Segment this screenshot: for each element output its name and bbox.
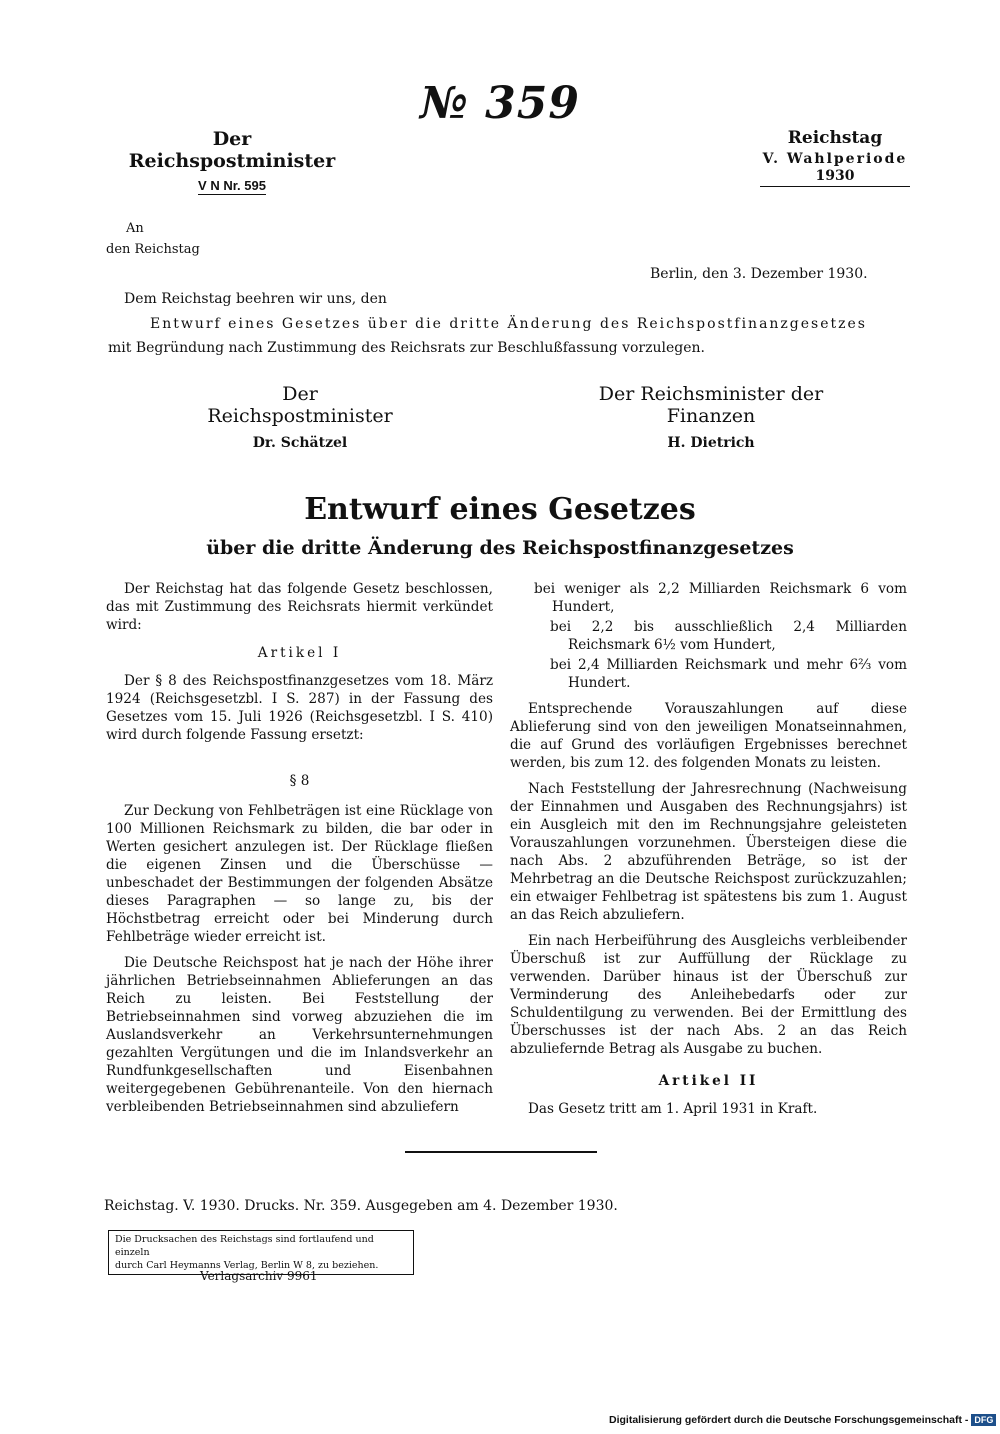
- signature-role: Der Reichspostminister: [207, 383, 393, 427]
- artikel-1-text: Der § 8 des Reichspostfinanzgesetzes vom 18. März 1924 (Reichsgesetzbl. I S. 287) in der Fassung des Gesetzes vom 15. Juli 1926 (Reichsgesetzbl. I S. 410) wird durch folgende Fassung ersetzt:: [106, 673, 493, 743]
- reichstag-underline: [760, 186, 910, 187]
- dfg-logo: DFG: [971, 1414, 996, 1426]
- list-item: bei 2,4 Milliarden Reichsmark und mehr 6⅔ vom Hundert.: [550, 657, 907, 691]
- list-item: bei weniger als 2,2 Milliarden Reichsmark 6 vom Hundert,: [534, 581, 907, 615]
- signature-role: Der Reichsminister der Finanzen: [598, 383, 824, 427]
- paragraph-8-absatz-1: Zur Deckung von Fehlbeträgen ist eine Rücklage von 100 Millionen Reichsmark zu bilden, die bar oder in Werten gesichert anzulegen ist. Der Rücklage fließen die eigenen Zinsen und die Überschüsse — unbeschadet der Bestimmungen der folgenden Absätze dieses Paragraphen — so lange zu, bis der Höchstbetrag erreicht oder bei Minderung durch Fehlbeträge wieder erreicht ist.: [106, 803, 493, 945]
- law-title: Entwurf eines Gesetzes: [304, 492, 696, 527]
- right-column: [510, 580, 907, 1126]
- dfg-credit-text: Digitalisierung gefördert durch die Deutsche Forschungsgemeinschaft -: [609, 1414, 969, 1426]
- end-rule: [405, 1151, 597, 1153]
- paragraph-jahresrechnung: Nach Feststellung der Jahresrechnung (Nachweisung der Einnahmen und Ausgaben des Rechnungsjahrs) ist ein Ausgleich mit den im Rechnungsjahre geleisteten Vorauszahlungen vorzunehmen. Übersteigen diese die nach Abs. 2 abzuführenden Beträge, so ist der Mehrbetrag an die Deutsche Reichspost zurückzuzahlen; ein etwaiger Fehlbetrag ist spätestens bis zum 1. August an das Reich abzuliefern.: [510, 781, 907, 923]
- signature-postminister: [190, 383, 410, 451]
- year-label: 1930: [815, 168, 855, 184]
- reichstag-block: [755, 128, 915, 187]
- reichstag-label: Reichstag: [787, 128, 883, 148]
- intro-line-2: Entwurf eines Gesetzes über die dritte Änderung des Reichspostfinanzgesetzes: [150, 316, 867, 332]
- archive-number: Verlagsarchiv 9961: [200, 1269, 318, 1283]
- artikel-1-heading: Artikel I: [257, 645, 342, 661]
- addressee-line-1: An: [126, 221, 144, 236]
- wahlperiode-label: V. Wahlperiode: [762, 151, 908, 167]
- addressee: [106, 218, 200, 260]
- signature-finanzminister: [556, 383, 866, 451]
- distribution-note-line-2: durch Carl Heymanns Verlag, Berlin W 8, zu beziehen.: [115, 1260, 379, 1271]
- sender-block: [112, 128, 352, 195]
- intro-line-3: mit Begründung nach Zustimmung des Reichsrats zur Beschlußfassung vorzulegen.: [108, 340, 705, 356]
- intro-line-1: Dem Reichstag beehren wir uns, den: [124, 291, 387, 307]
- paragraph-8-absatz-2: Die Deutsche Reichspost hat je nach der Höhe ihrer jährlichen Betriebseinnahmen Ablieferungen an das Reich zu leisten. Bei Feststellung der Betriebseinnahmen sind vorweg abzuziehen die im Auslandsverkehr an Verkehrsunternehmungen gezahlten Vergütungen und die im Inlandsverkehr an Rundfunkgesellschaften und Eisenbahnen weitergegebenen Gebührenanteile. Von den hiernach verbleibenden Betriebseinnahmen sind abzuliefern: [106, 955, 493, 1115]
- distribution-note-line-1: Die Drucksachen des Reichstags sind fortlaufend und einzeln: [115, 1234, 374, 1258]
- law-subtitle: über die dritte Änderung des Reichspostfinanzgesetzes: [206, 537, 794, 559]
- document-number: № 359: [420, 78, 580, 129]
- paragraph-8-heading: § 8: [289, 773, 310, 789]
- print-footer: Reichstag. V. 1930. Drucks. Nr. 359. Ausgegeben am 4. Dezember 1930.: [104, 1198, 618, 1214]
- sender-title: Der Reichspostminister: [128, 128, 336, 172]
- dateline: Berlin, den 3. Dezember 1930.: [650, 266, 868, 282]
- left-column: [106, 580, 493, 1124]
- list-item: bei 2,2 bis ausschließlich 2,4 Milliarden Reichsmark 6½ vom Hundert,: [550, 619, 907, 653]
- paragraph-ueberschuss: Ein nach Herbeiführung des Ausgleichs verbleibender Überschuß ist zur Auffüllung der Rücklage zu verwenden. Darüber hinaus ist der Überschuß zur Verminderung des Anleihebedarfs oder zur Schuldentilgung zu verwenden. Bei der Ermittlung des Überschusses ist der nach Abs. 2 an das Reich abzuliefernde Betrag als Ausgabe zu buchen.: [510, 933, 907, 1057]
- signature-name: H. Dietrich: [667, 435, 755, 451]
- sender-reference: V N Nr. 595: [198, 178, 266, 193]
- preamble: Der Reichstag hat das folgende Gesetz beschlossen, das mit Zustimmung des Reichsrats hiermit verkündet wird:: [106, 581, 493, 633]
- paragraph-vorauszahlungen: Entsprechende Vorauszahlungen auf diese Ablieferung sind von den jeweiligen Monatseinnahmen, die auf Grund des vorläufigen Ergebnisses berechnet werden, bis zum 12. des folgenden Monats zu leisten.: [510, 701, 907, 771]
- artikel-2-heading: Artikel II: [658, 1073, 759, 1089]
- signature-name: Dr. Schätzel: [252, 435, 348, 451]
- dfg-credit: [609, 1414, 996, 1426]
- addressee-line-2: den Reichstag: [106, 242, 200, 257]
- artikel-2-text: Das Gesetz tritt am 1. April 1931 in Kraft.: [528, 1101, 818, 1117]
